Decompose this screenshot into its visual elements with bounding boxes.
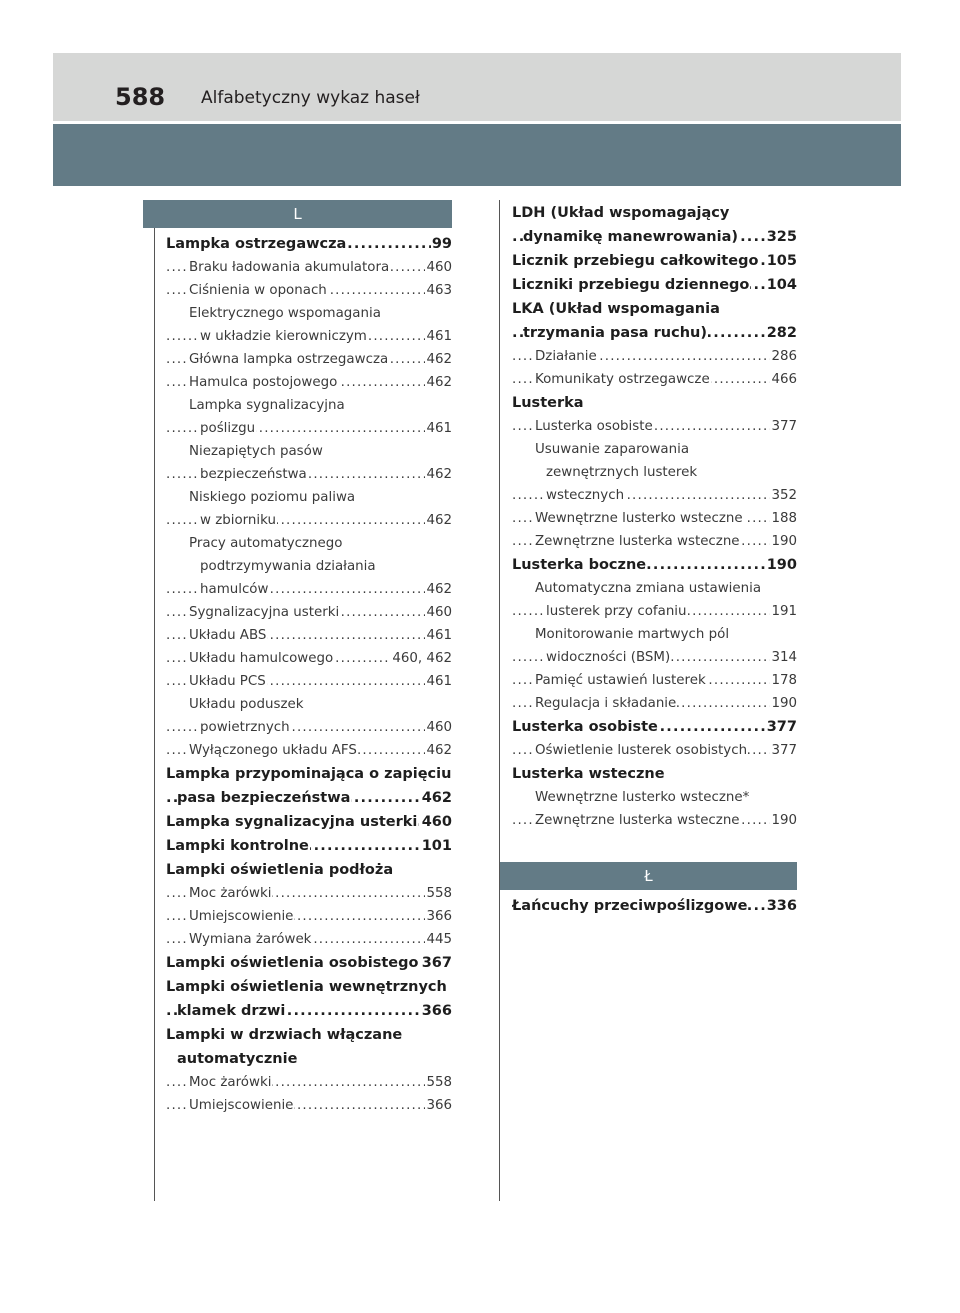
entry-text: Lampki oświetlenia osobistego [166,955,419,971]
entry-text: Lampki oświetlenia wewnętrznych [166,979,447,995]
entry-text: Umiejscowienie [189,1098,294,1113]
index-entry [512,715,797,739]
entry-text: Niskiego poziomu paliwa [189,490,356,505]
page-reference: 99 [431,232,452,256]
page-reference: 462 [425,578,452,601]
index-subentry [166,394,452,417]
page-reference: 461 [425,325,452,348]
entry-text: Sygnalizacyjna usterki [189,605,340,620]
entry-text: bezpieczeństwa [200,467,307,482]
page-reference: 461 [425,670,452,693]
right-index-column [512,201,797,918]
index-entry [166,834,452,858]
index-entry [512,553,797,577]
index-subentry [512,415,797,438]
entry-text: Zewnętrzne lusterka wsteczne [535,534,740,549]
page-reference: 466 [770,368,797,391]
page-reference: 462 [425,509,452,532]
page-number: 588 [115,83,166,111]
page-reference: 558 [425,1071,452,1094]
entry-text: zewnętrznych lusterek [546,465,698,480]
index-subentry [512,739,797,762]
section-header-l: L [143,200,452,228]
index-entry [512,273,797,297]
page-reference: 461 [425,624,452,647]
index-entry [512,391,797,415]
index-subentry [512,577,797,600]
entry-text: Oświetlenie lusterek osobistych [535,743,748,758]
index-entry [512,321,797,345]
entry-text: pasa bezpieczeństwa [177,790,351,806]
index-entry [512,249,797,273]
index-entry [512,894,797,918]
entry-text: automatycznie [177,1051,298,1067]
entry-text: Lusterka osobiste [512,719,658,735]
entry-text: Główna lampka ostrzegawcza [189,352,389,367]
page-reference: 366 [425,1094,452,1117]
entry-text: lusterek przy cofaniu [546,604,687,619]
entry-text: Licznik przebiegu całkowitego [512,253,759,269]
index-subentry [166,555,452,578]
index-subentry [512,507,797,530]
index-subentry [512,786,797,809]
page-reference: 367 [421,951,452,975]
index-subentry [166,348,452,371]
center-column-rule [499,200,500,1201]
entry-text: Hamulca postojowego [189,375,338,390]
entry-text: w układzie kierowniczym [200,329,367,344]
index-subentry [512,530,797,553]
index-entry [166,786,452,810]
page-reference: 377 [766,715,797,739]
page-reference: 178 [770,669,797,692]
entry-text: klamek drzwi [177,1003,286,1019]
entry-text: Pamięć ustawień lusterek [535,673,706,688]
entry-text: w zbiorniku [200,513,276,528]
index-subentry [166,279,452,302]
index-entry [166,1047,452,1071]
index-entry [166,232,452,256]
entry-text: Wymiana żarówek [189,932,312,947]
entry-text: LDH (Układ wspomagający [512,205,730,221]
entry-text: Elektrycznego wspomagania [189,306,381,321]
index-entry [166,951,452,975]
page-reference: 352 [770,484,797,507]
page-reference: 190 [770,809,797,832]
page-reference: 445 [425,928,452,951]
index-entry [166,858,452,882]
index-subentry [166,486,452,509]
index-subentry [166,905,452,928]
index-subentry [166,716,452,739]
page-reference: 101 [421,834,452,858]
entry-text: Pracy automatycznego [189,536,343,551]
entry-text: Układu poduszek [189,697,304,712]
page-title: Alfabetyczny wykaz haseł [201,88,420,108]
index-entry [166,762,452,786]
page-reference: 366 [425,905,452,928]
page-reference: 462 [425,371,452,394]
entry-text: Monitorowanie martwych pól [535,627,730,642]
index-subentry [512,646,797,669]
index-subentry [166,417,452,440]
page-reference: 191 [770,600,797,623]
index-entry [512,201,797,225]
index-subentry [166,532,452,555]
index-subentry [512,484,797,507]
page-reference: 460 [425,256,452,279]
index-subentry [166,325,452,348]
entry-text: LKA (Układ wspomagania [512,301,720,317]
index-subentry [512,669,797,692]
page-header [53,53,901,121]
entry-text: Usuwanie zaparowania [535,442,690,457]
page-reference: 460 [425,716,452,739]
index-subentry [166,647,452,670]
entry-text: Ciśnienia w oponach [189,283,327,298]
page-reference: 558 [425,882,452,905]
page-reference: 190 [770,692,797,715]
section-header-l-stroke: Ł [500,862,797,890]
index-subentry [166,882,452,905]
page-reference: 336 [766,894,797,918]
entry-text: Lusterka osobiste [535,419,653,434]
entry-text: widoczności (BSM) [546,650,671,665]
left-index-column [143,200,452,1117]
index-subentry [512,461,797,484]
entry-text: Wyłączonego układu AFS [189,743,357,758]
page-reference: 461 [425,417,452,440]
index-subentry [166,578,452,601]
page-reference: 190 [766,553,797,577]
entry-text: trzymania pasa ruchu) [523,325,707,341]
index-subentry [166,256,452,279]
entry-text: Wewnętrzne lusterko wsteczne* [535,790,750,805]
entry-text: Komunikaty ostrzegawcze [535,372,710,387]
entry-text: Lampka sygnalizacyjna [189,398,345,413]
index-subentry [166,440,452,463]
page-reference: 460 [425,601,452,624]
index-entry [512,225,797,249]
entry-text: Automatyczna zmiana ustawienia [535,581,762,596]
index-list-l-stroke [512,890,797,918]
page-reference: 314 [770,646,797,669]
index-entry [512,297,797,321]
index-list-l-continued [512,201,797,832]
entry-text: powietrznych [200,720,290,735]
page-reference: 282 [766,321,797,345]
entry-text: dynamikę manewrowania) [523,229,738,245]
entry-text: Lampka przypominająca o zapięciu [166,766,452,782]
index-subentry [512,692,797,715]
page-reference: 325 [766,225,797,249]
page-reference: 190 [770,530,797,553]
entry-text: Moc żarówki [189,1075,272,1090]
page-reference: 286 [770,345,797,368]
entry-text: Zewnętrzne lusterka wsteczne [535,813,740,828]
entry-text: Lampki w drzwiach włączane [166,1027,403,1043]
entry-text: Umiejscowienie [189,909,294,924]
index-subentry [166,509,452,532]
index-subentry [166,1094,452,1117]
page-reference: 460, 462 [391,647,452,670]
index-subentry [512,623,797,646]
entry-text: wstecznych [546,488,625,503]
page-reference: 463 [425,279,452,302]
entry-text: Lampka sygnalizacyjna usterki [166,814,418,830]
entry-text: Układu ABS [189,628,267,643]
index-subentry [512,600,797,623]
page-reference: 460 [421,810,452,834]
entry-text: Lampki kontrolne [166,838,309,854]
index-subentry [166,302,452,325]
index-subentry [166,371,452,394]
index-subentry [166,624,452,647]
index-subentry [166,601,452,624]
entry-text: Regulacja i składanie [535,696,677,711]
index-list-l [166,228,452,1117]
entry-text: Układu hamulcowego [189,651,334,666]
index-subentry [166,1071,452,1094]
index-entry [166,999,452,1023]
page-reference: 105 [766,249,797,273]
page-reference: 462 [425,463,452,486]
index-subentry [166,693,452,716]
entry-text: Łańcuchy przeciwpoślizgowe [512,898,748,914]
entry-text: hamulców [200,582,269,597]
entry-text: Układu PCS [189,674,266,689]
entry-text: Liczniki przebiegu dziennego [512,277,750,293]
entry-text: Lusterka wsteczne [512,766,665,782]
page-reference: 104 [766,273,797,297]
entry-text: Wewnętrzne lusterko wsteczne [535,511,743,526]
entry-text: poślizgu [200,421,256,436]
page-reference: 366 [421,999,452,1023]
index-subentry [166,928,452,951]
entry-text: Lampka ostrzegawcza [166,236,347,252]
index-subentry [166,739,452,762]
page-reference: 462 [425,739,452,762]
entry-text: Niezapiętych pasów [189,444,323,459]
index-entry [512,762,797,786]
index-entry [166,810,452,834]
entry-text: Lampki oświetlenia podłoża [166,862,394,878]
index-subentry [512,345,797,368]
header-band [53,124,901,186]
page-reference: 462 [425,348,452,371]
index-entry [166,975,452,999]
entry-text: Działanie [535,349,597,364]
page-reference: 462 [421,786,452,810]
entry-text: podtrzymywania działania [200,559,376,574]
entry-text: Moc żarówki [189,886,272,901]
page-reference: 188 [770,507,797,530]
entry-text: Lusterka boczne [512,557,647,573]
entry-text: Braku ładowania akumulatora [189,260,390,275]
page-reference: 377 [770,415,797,438]
entry-text: Lusterka [512,395,584,411]
index-subentry [512,809,797,832]
index-subentry [512,438,797,461]
index-entry [166,1023,452,1047]
index-subentry [512,368,797,391]
page-reference: 377 [770,739,797,762]
index-subentry [166,670,452,693]
index-subentry [166,463,452,486]
